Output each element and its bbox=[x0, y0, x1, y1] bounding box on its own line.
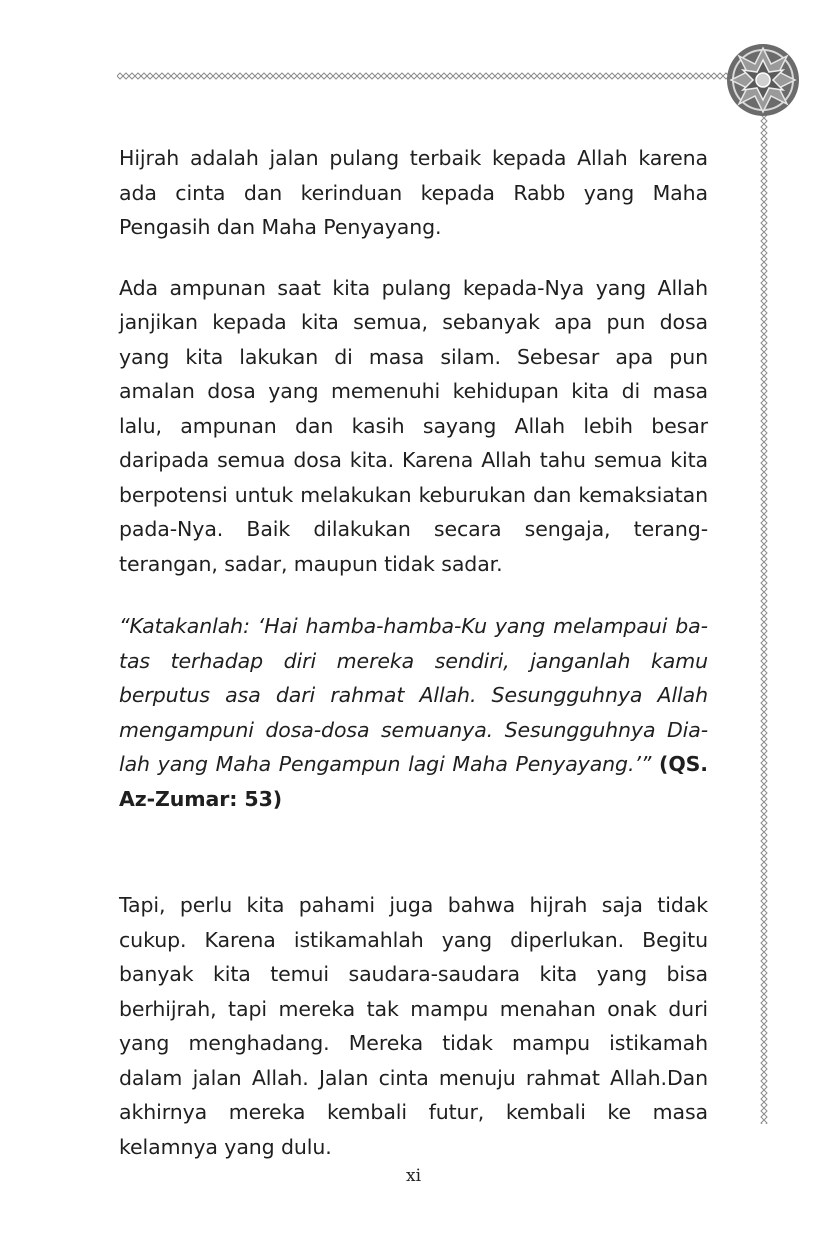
quote-text: “Katakanlah: ‘Hai hamba-hamba-Ku yang melampaui batas terhadap diri mereka sendiri, janganlah kamu berputus asa dari rahmat Allah. Sesungguhnya Allah mengampuni dosa-dosa semuanya. Sesungguhnya Dia-lah yang Maha Pengampun lagi Maha Penyayang.’” bbox=[119, 614, 708, 776]
top-chain-border bbox=[117, 71, 729, 81]
right-chain-border bbox=[758, 112, 770, 1124]
paragraph-2: Ada ampunan saat kita pulang kepada-Nya yang Allah janjikan kepada kita semua, sebanyak apa pun dosa yang kita lakukan di masa silam. Sebesar apa pun amalan dosa yang memenuhi kehidupan kita di masa lalu, ampunan dan kasih sayang Allah lebih besar daripada semua dosa kita. Karena Allah tahu semua kita berpotensi untuk melakukan keburukan dan kemaksiatan pada-Nya. Baik dilakukan secara sengaja, terang-terangan, sadar, maupun tidak sadar. bbox=[119, 275, 708, 576]
page-number: xi bbox=[405, 1166, 422, 1186]
quote-reference: (QS. Az-Zumar: 53) bbox=[119, 752, 708, 811]
islamic-star-ornament-icon bbox=[725, 42, 801, 118]
paragraph-1: Hijrah adalah jalan pulang terbaik kepada Allah karena ada cinta dan kerinduan kepada Rabb yang Maha Pengasih dan Maha Penyayang. bbox=[119, 146, 708, 239]
paragraph-3: Tapi, perlu kita pahami juga bahwa hijrah saja tidak cukup. Karena istikamahlah yang diperlukan. Begitu banyak kita temui saudara-saudara kita yang bisa berhijrah, tapi mereka tak mampu menahan onak duri yang menghadang. Mereka tidak mampu istikamah dalam jalan Allah. Jalan cinta menuju rahmat Allah.Dan akhirnya mereka kembali futur, kembali ke masa kelamnya yang dulu. bbox=[119, 893, 708, 1159]
page-content bbox=[119, 141, 708, 1164]
quran-quote bbox=[119, 609, 708, 816]
